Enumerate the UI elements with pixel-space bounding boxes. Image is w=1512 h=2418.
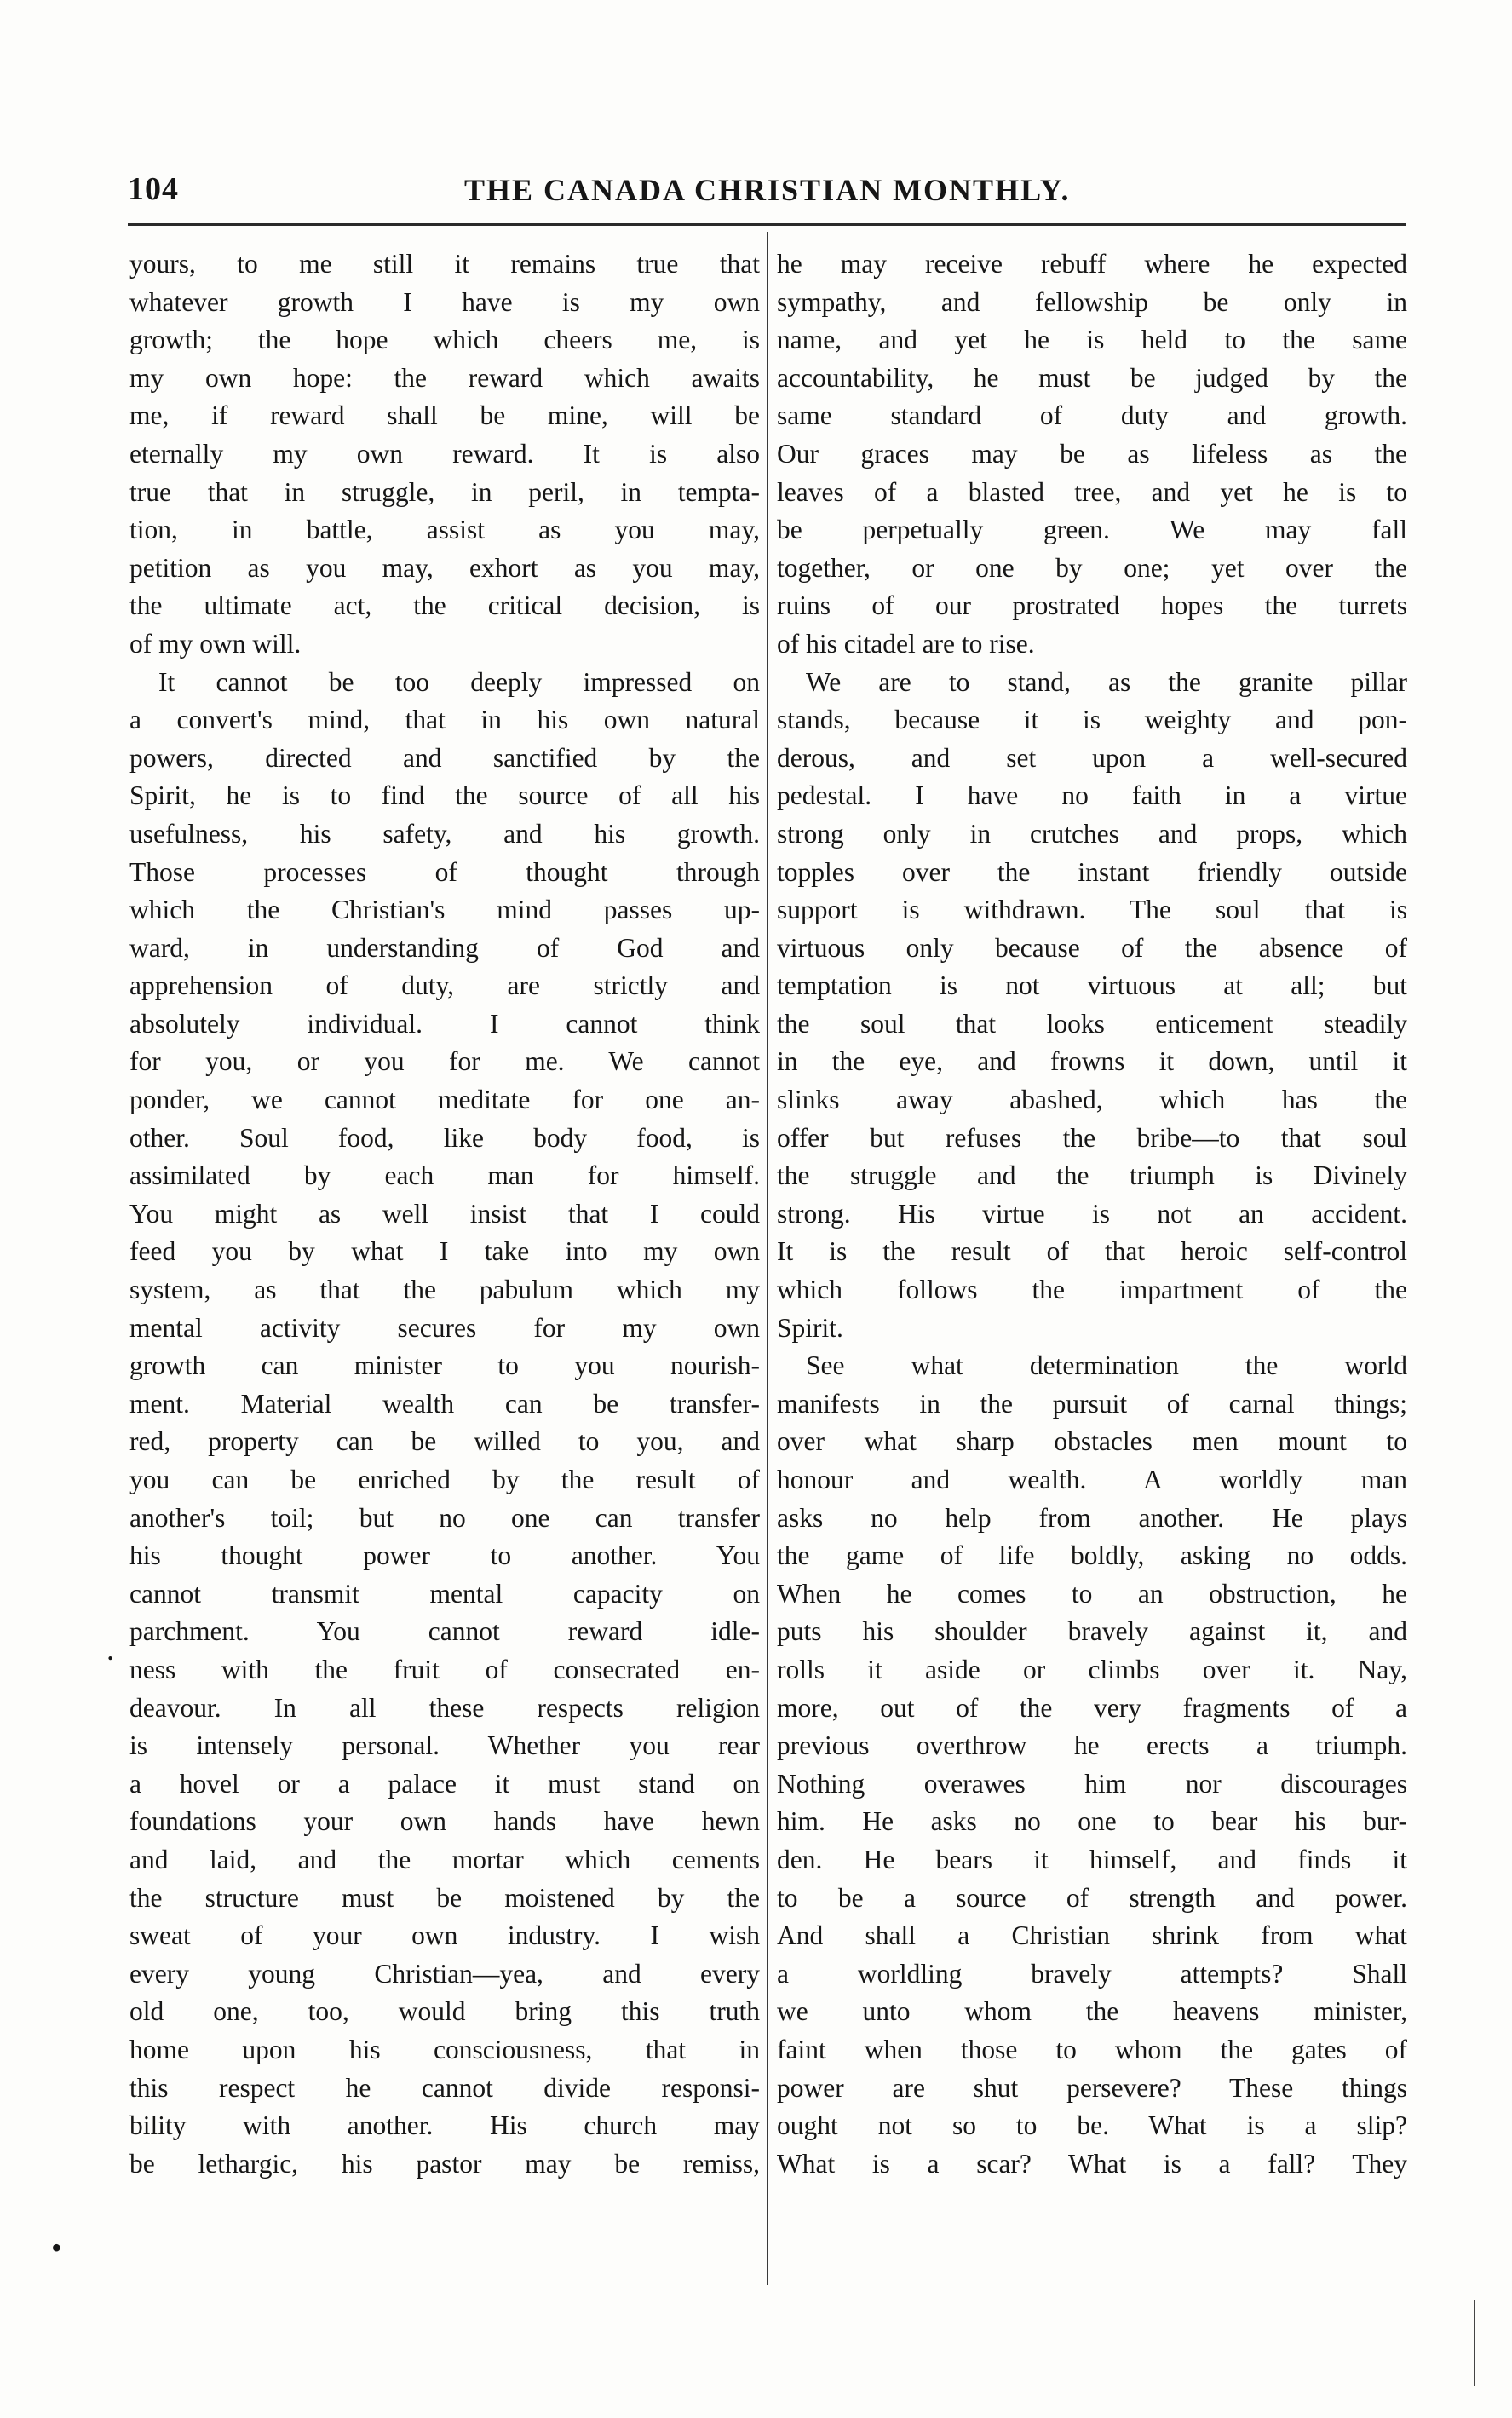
text-line: support is withdrawn. The soul that is [777,895,1407,925]
text-line: pedestal. I have no faith in a virtue [777,780,1407,811]
right-column [777,245,1407,2183]
text-line: sympathy, and fellowship be only in [777,286,1407,317]
text-line: See what determination the world [806,1350,1407,1381]
margin-dot-mark-bottom: • [51,2231,62,2265]
text-line: which follows the impartment of the [777,1275,1407,1305]
text-line: ward, in understanding of God and [129,932,760,963]
margin-dot-mark: . [106,1632,114,1667]
left-column [129,245,760,2183]
text-line: derous, and set upon a well-secured [777,742,1407,773]
page-number: 104 [128,171,179,207]
text-line: powers, directed and sanctified by the [129,742,760,773]
text-line: den. He bears it himself, and finds it [777,1844,1407,1874]
text-line: feed you by what I take into my own [129,1236,760,1267]
text-line: What is a scar? What is a fall? They [777,2148,1407,2179]
text-line: tion, in battle, assist as you may, [129,515,760,545]
text-line: It is the result of that heroic self-control [777,1236,1407,1267]
text-line: strong. His virtue is not an accident. [777,1198,1407,1229]
text-line: We are to stand, as the granite pillar [806,666,1407,697]
text-line: a worldling bravely attempts? Shall [777,1958,1407,1989]
text-line: you can be enriched by the result of [129,1465,760,1494]
text-line: ought not so to be. What is a slip? [777,2110,1407,2141]
text-line: which the Christian's mind passes up- [129,895,760,925]
margin-rule [1474,2300,1475,2386]
text-line: old one, too, would bring this truth [129,1996,760,2027]
text-line: Nothing overawes him nor discourages [777,1768,1407,1799]
text-line: ness with the fruit of consecrated en- [129,1654,760,1684]
text-line: previous overthrow he erects a triumph. [777,1730,1407,1761]
text-line: the struggle and the triumph is Divinely [777,1160,1407,1191]
text-line: manifests in the pursuit of carnal things; [777,1388,1407,1419]
text-line: and laid, and the mortar which cements [129,1844,760,1874]
text-line: whatever growth I have is my own [129,286,760,317]
text-line: Those processes of thought through [129,856,760,887]
text-line: asks no help from another. He plays [777,1502,1407,1533]
column-divider [767,232,768,2285]
text-line: foundations your own hands have hewn [129,1806,760,1837]
text-line: my own hope: the reward which awaits [129,362,760,393]
text-line: leaves of a blasted tree, and yet he is to [777,476,1407,507]
text-line: Spirit, he is to find the source of all his [129,780,760,811]
text-line: a convert's mind, that in his own natural [129,705,760,735]
text-line: another's toil; but no one can transfer [129,1502,760,1533]
text-line: ment. Material wealth can be transfer- [129,1388,760,1419]
text-line: parchment. You cannot reward idle- [129,1616,760,1647]
text-line: accountability, he must be judged by the [777,362,1407,393]
text-line: growth can minister to you nourish- [129,1350,760,1381]
text-line: for you, or you for me. We cannot [129,1046,760,1077]
text-line: It cannot be too deeply impressed on [158,666,760,697]
text-line: his thought power to another. You [129,1540,760,1571]
text-line: slinks away abashed, which has the [777,1085,1407,1115]
text-line: puts his shoulder bravely against it, and [777,1616,1407,1647]
text-line: be perpetually green. We may fall [777,515,1407,545]
text-line: strong only in crutches and props, which [777,818,1407,849]
text-line: virtuous only because of the absence of [777,932,1407,963]
text-line: Our graces may be as lifeless as the [777,438,1407,469]
text-line: assimilated by each man for himself. [129,1160,760,1191]
text-line: to be a source of strength and power. [777,1882,1407,1913]
text-line: You might as well insist that I could [129,1198,760,1229]
text-line: petition as you may, exhort as you may, [129,552,760,583]
text-line: cannot transmit mental capacity on [129,1578,760,1609]
text-line: sweat of your own industry. I wish [129,1920,760,1951]
text-line: in the eye, and frowns it down, until it [777,1046,1407,1077]
text-line: the soul that looks enticement steadily [777,1008,1407,1039]
text-line: this respect he cannot divide responsi- [129,2072,760,2103]
text-line: usefulness, his safety, and his growth. [129,818,760,849]
text-line: eternally my own reward. It is also [129,438,760,469]
text-line: growth; the hope which cheers me, is [129,325,760,355]
text-line: other. Soul food, like body food, is [129,1122,760,1153]
text-line: topples over the instant friendly outside [777,856,1407,887]
text-line: he may receive rebuff where he expected [777,249,1407,279]
text-line: deavour. In all these respects religion [129,1692,760,1723]
text-line: bility with another. His church may [129,2110,760,2141]
text-line: ponder, we cannot meditate for one an- [129,1085,760,1115]
text-line: rolls it aside or climbs over it. Nay, [777,1654,1407,1684]
text-line: Spirit. [777,1312,843,1343]
page-header [128,170,1406,218]
text-line: mental activity secures for my own [129,1312,760,1343]
text-line: more, out of the very fragments of a [777,1692,1407,1723]
text-line: absolutely individual. I cannot think [129,1008,760,1039]
text-line: over what sharp obstacles men mount to [777,1426,1407,1457]
text-line: home upon his consciousness, that in [129,2034,760,2064]
text-line: the game of life boldly, asking no odds. [777,1540,1407,1571]
text-line: me, if reward shall be mine, will be [129,400,760,431]
text-line: true that in struggle, in peril, in tempta- [129,476,760,507]
text-line: yours, to me still it remains true that [129,249,760,279]
text-line: is intensely personal. Whether you rear [129,1730,760,1761]
text-line: temptation is not virtuous at all; but [777,970,1407,1001]
text-line: same standard of duty and growth. [777,400,1407,431]
text-line: the ultimate act, the critical decision, is [129,590,760,621]
text-line: system, as that the pabulum which my [129,1275,760,1305]
text-line: stands, because it is weighty and pon- [777,705,1407,735]
text-line: we unto whom the heavens minister, [777,1996,1407,2027]
text-line: of my own will. [129,628,302,659]
text-line: faint when those to whom the gates of [777,2034,1407,2064]
running-title: THE CANADA CHRISTIAN MONTHLY. [464,173,1071,207]
text-line: ruins of our prostrated hopes the turrets [777,590,1407,621]
text-line: When he comes to an obstruction, he [777,1578,1407,1609]
text-line: name, and yet he is held to the same [777,325,1407,355]
text-line: a hovel or a palace it must stand on [129,1768,760,1799]
header-rule [128,223,1406,226]
text-line: the structure must be moistened by the [129,1882,760,1913]
text-line: apprehension of duty, are strictly and [129,970,760,1001]
text-line: him. He asks no one to bear his bur- [777,1806,1407,1837]
text-line: together, or one by one; yet over the [777,552,1407,583]
text-line: be lethargic, his pastor may be remiss, [129,2148,760,2179]
text-line: offer but refuses the bribe—to that soul [777,1122,1407,1153]
text-line: of his citadel are to rise. [777,628,1035,659]
text-line: power are shut persevere? These things [777,2072,1407,2103]
text-line: every young Christian—yea, and every [129,1958,760,1989]
text-line: red, property can be willed to you, and [129,1426,760,1457]
text-line: And shall a Christian shrink from what [777,1920,1407,1951]
text-line: honour and wealth. A worldly man [777,1465,1407,1494]
